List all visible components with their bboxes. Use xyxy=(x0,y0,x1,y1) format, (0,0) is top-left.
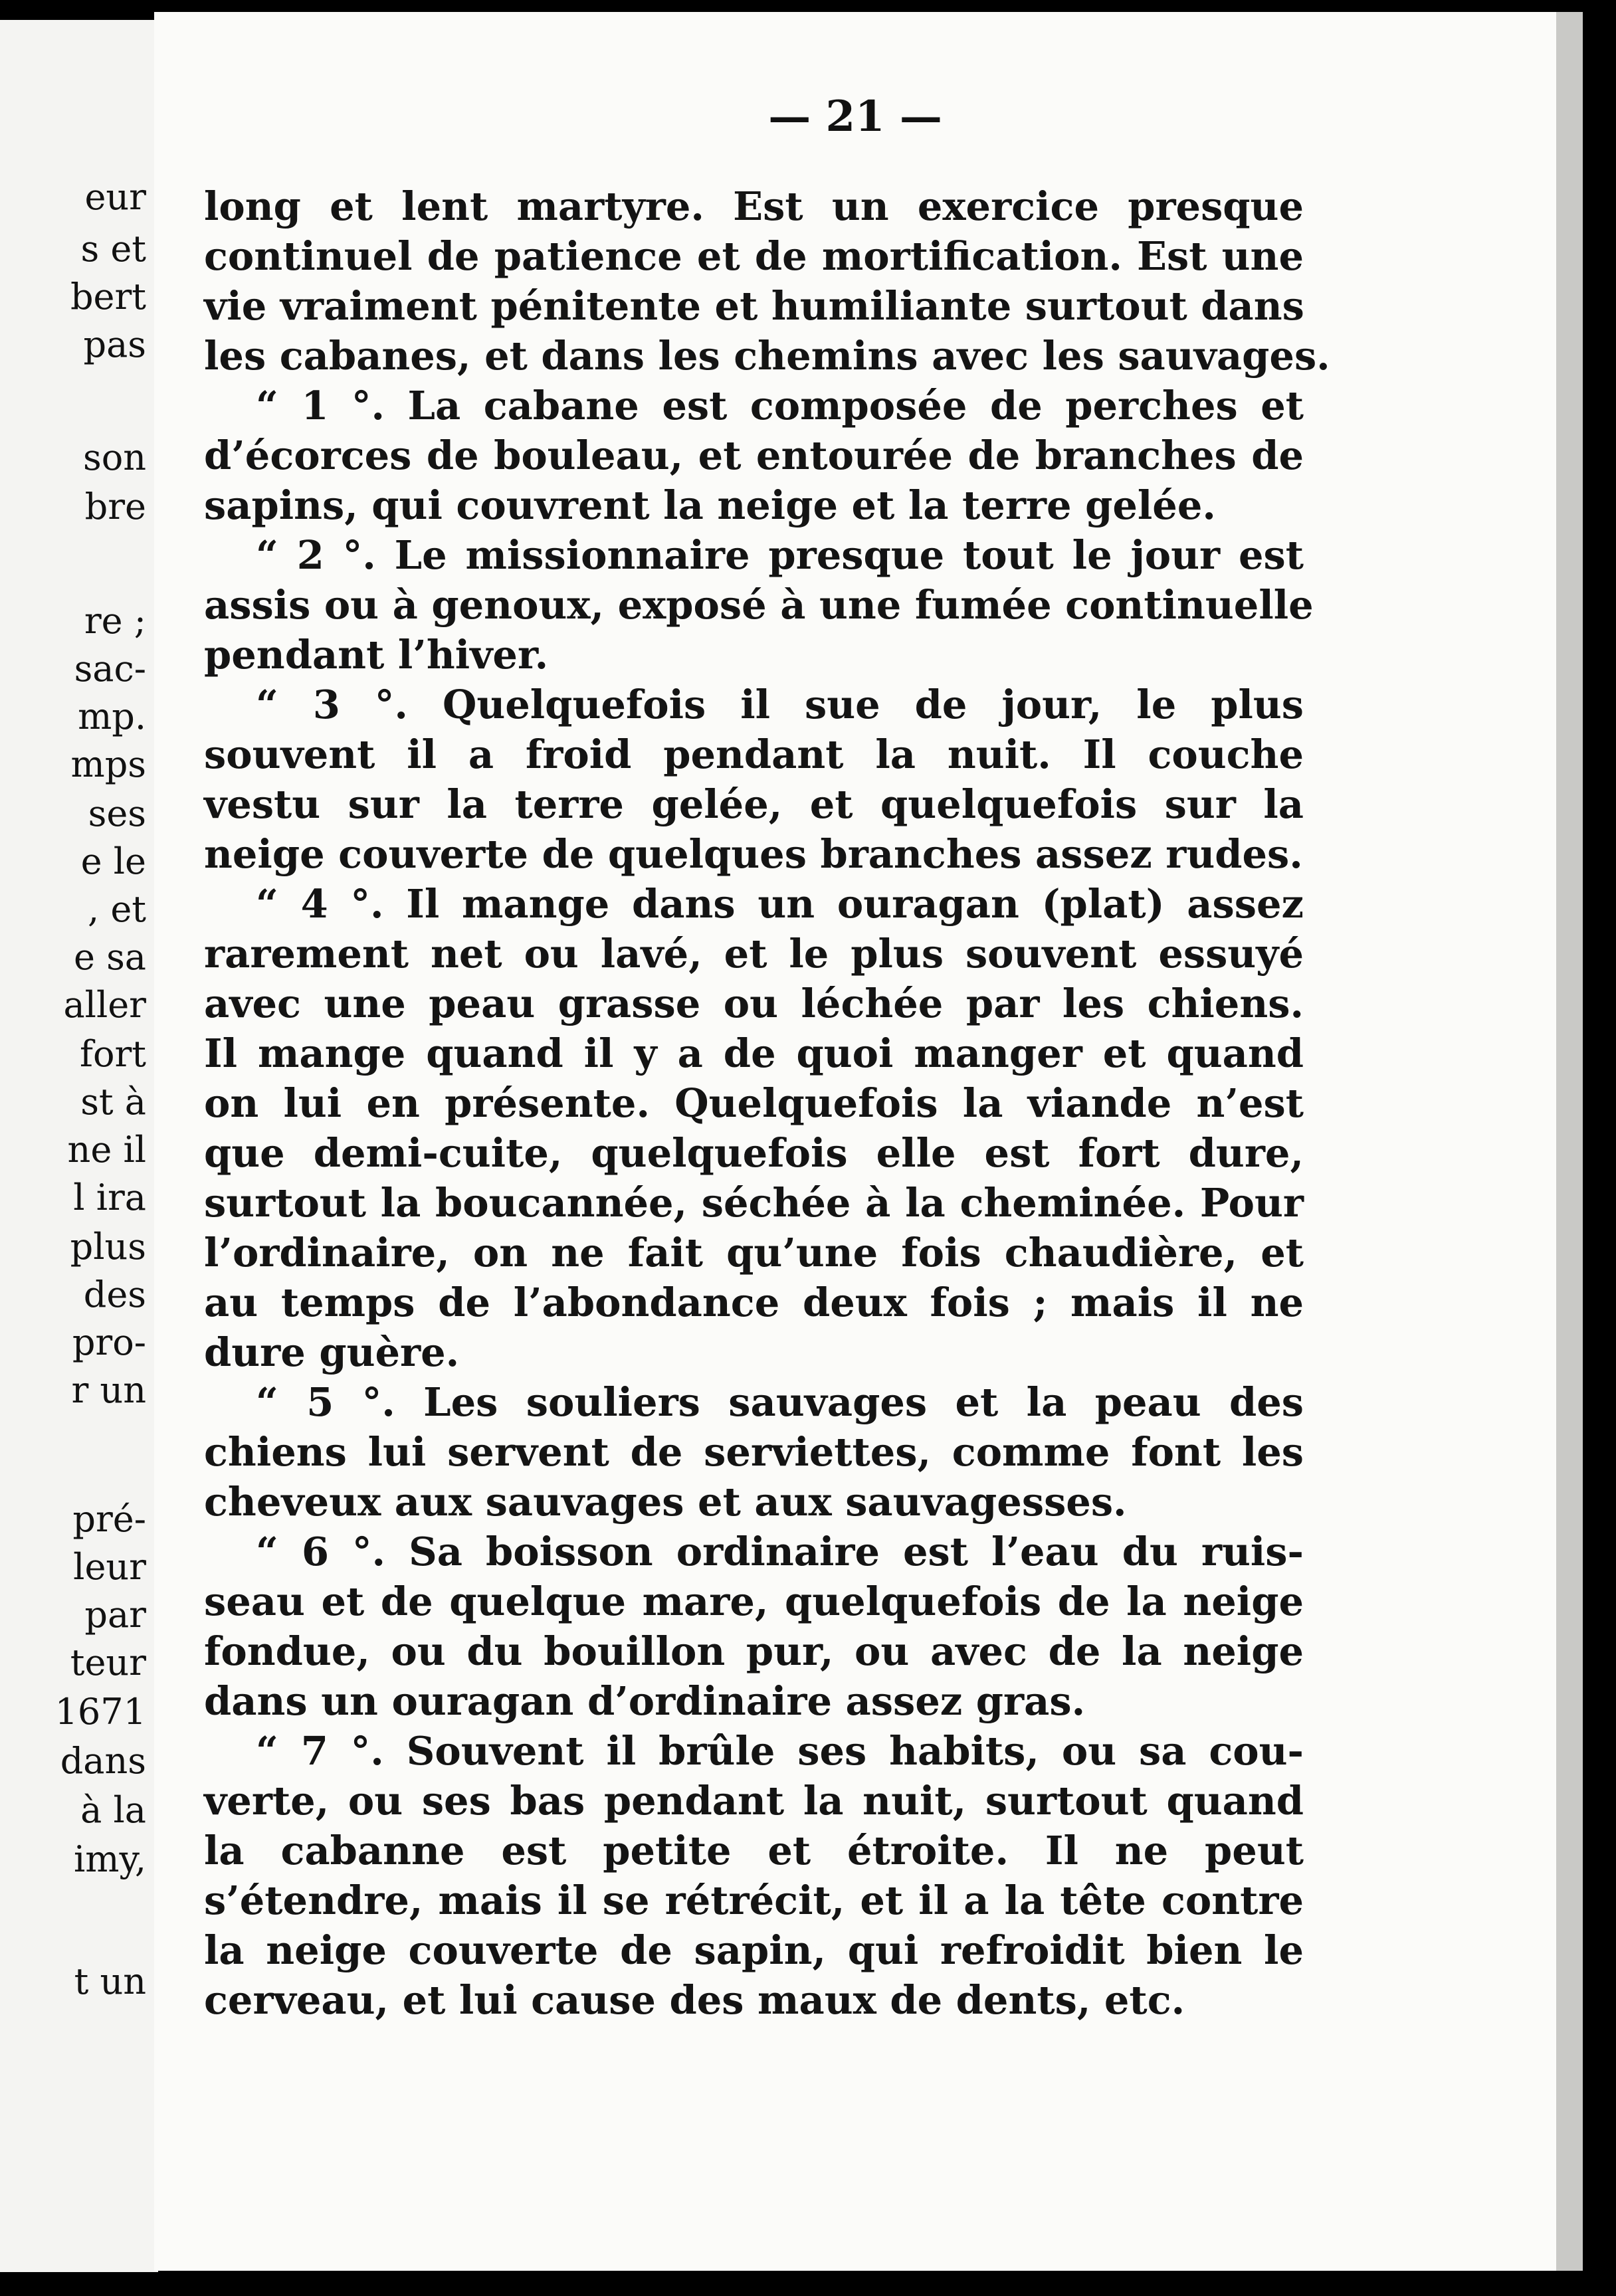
text-line: sapins, qui couvrent la neige et la terre gelée. xyxy=(204,482,1216,528)
adjacent-page-fragment: sac- xyxy=(74,648,146,690)
text-line: “ 2 °. Le missionnaire presque tout le jour est xyxy=(256,532,1304,578)
adjacent-page-fragment: des xyxy=(83,1274,146,1315)
adjacent-page-fragment: dans xyxy=(60,1740,146,1782)
adjacent-page-fragment: leur xyxy=(73,1546,146,1588)
book-page xyxy=(154,12,1556,2271)
adjacent-page-fragment: e sa xyxy=(73,936,146,978)
text-line: rarement net ou lavé, et le plus souvent essuyé xyxy=(204,931,1304,977)
adjacent-page-fragment: ses xyxy=(88,793,146,834)
text-line: “ 7 °. Souvent il brûle ses habits, ou sa cou- xyxy=(256,1728,1304,1774)
page-edge xyxy=(1556,12,1583,2271)
adjacent-page-fragment: mps xyxy=(70,743,146,785)
adjacent-page-fragment: fort xyxy=(79,1033,146,1075)
text-line: d’écorces de bouleau, et entourée de branches de xyxy=(204,432,1304,478)
text-line: que demi-cuite, quelquefois elle est fort dure, xyxy=(204,1130,1304,1176)
adjacent-page-fragment: bert xyxy=(70,276,146,318)
text-line: surtout la boucannée, séchée à la cheminée. Pour xyxy=(204,1180,1304,1226)
text-line: la neige couverte de sapin, qui refroidit bien le xyxy=(204,1927,1304,1973)
text-line: cerveau, et lui cause des maux de dents, etc. xyxy=(204,1977,1185,2023)
adjacent-page-fragment: st à xyxy=(80,1081,146,1123)
text-line: “ 3 °. Quelquefois il sue de jour, le plus xyxy=(256,682,1304,727)
adjacent-page-fragment: pré- xyxy=(72,1498,146,1540)
adjacent-page-fragment: pro- xyxy=(72,1321,146,1363)
adjacent-page-fragment: teur xyxy=(70,1642,146,1683)
text-line: Il mange quand il y a de quoi manger et quand xyxy=(204,1030,1304,1076)
adjacent-page-fragment: r un xyxy=(71,1369,146,1411)
adjacent-page-fragment: aller xyxy=(63,984,146,1026)
text-line: continuel de patience et de mortification. Est une xyxy=(204,233,1304,279)
text-line: l’ordinaire, on ne fait qu’une fois chaudière, et xyxy=(204,1230,1304,1276)
adjacent-page-fragment: 1671 xyxy=(54,1691,146,1733)
text-line: “ 6 °. Sa boisson ordinaire est l’eau du ruis- xyxy=(256,1529,1304,1575)
adjacent-page-fragment: e le xyxy=(80,840,146,882)
adjacent-page-fragment: bre xyxy=(84,486,146,527)
adjacent-page-fragment: plus xyxy=(70,1226,146,1268)
adjacent-page xyxy=(0,20,158,2272)
adjacent-page-fragment: pas xyxy=(83,324,146,365)
adjacent-page-fragment: l ira xyxy=(73,1177,146,1218)
text-line: la cabanne est petite et étroite. Il ne peut xyxy=(204,1828,1304,1873)
text-line: assis ou à genoux, exposé à une fumée continuelle xyxy=(204,582,1314,628)
text-line: avec une peau grasse ou léchée par les chiens. xyxy=(204,981,1304,1026)
text-line: long et lent martyre. Est un exercice presque xyxy=(204,183,1304,229)
adjacent-page-fragment: , et xyxy=(88,888,146,930)
adjacent-page-fragment: re ; xyxy=(84,600,146,642)
adjacent-page-fragment: son xyxy=(82,436,146,478)
text-line: vestu sur la terre gelée, et quelquefois sur la xyxy=(204,781,1304,827)
text-line: verte, ou ses bas pendant la nuit, surtout quand xyxy=(204,1778,1304,1824)
adjacent-page-fragment: mp. xyxy=(78,696,146,737)
text-line: seau et de quelque mare, quelquefois de la neige xyxy=(204,1578,1304,1624)
text-line: vie vraiment pénitente et humiliante surtout dans xyxy=(204,283,1304,329)
text-line: neige couverte de quelques branches assez rudes. xyxy=(204,831,1303,877)
body-text xyxy=(204,181,1330,2025)
text-line: au temps de l’abondance deux fois ; mais il ne xyxy=(204,1280,1304,1325)
text-line: cheveux aux sauvages et aux sauvagesses. xyxy=(204,1479,1127,1525)
text-line: pendant l’hiver. xyxy=(204,632,549,678)
text-line: on lui en présente. Quelquefois la viande n’est xyxy=(204,1080,1304,1126)
text-line: “ 1 °. La cabane est composée de perches et xyxy=(256,383,1304,429)
page-number: — 21 — xyxy=(768,92,942,142)
adjacent-page-fragment: par xyxy=(84,1594,146,1636)
adjacent-page-fragment: s et xyxy=(80,228,146,270)
text-line: “ 4 °. Il mange dans un ouragan (plat) assez xyxy=(256,881,1304,927)
text-line: s’étendre, mais il se rétrécit, et il a la tête contre xyxy=(204,1877,1304,1923)
text-line: souvent il a froid pendant la nuit. Il couche xyxy=(204,731,1304,777)
text-line: dans un ouragan d’ordinaire assez gras. xyxy=(204,1678,1086,1724)
adjacent-page-fragment: eur xyxy=(84,176,146,218)
text-line: dure guère. xyxy=(204,1329,460,1375)
text-line: les cabanes, et dans les chemins avec les sauvages. xyxy=(204,333,1330,379)
text-line: fondue, ou du bouillon pur, ou avec de la neige xyxy=(204,1628,1304,1674)
text-line: chiens lui servent de serviettes, comme font les xyxy=(204,1429,1304,1475)
adjacent-page-fragment: t un xyxy=(74,1961,146,2002)
adjacent-page-fragment: ne il xyxy=(67,1129,146,1171)
adjacent-page-fragment: imy, xyxy=(74,1838,146,1880)
adjacent-page-fragment: à la xyxy=(80,1789,146,1831)
text-line: “ 5 °. Les souliers sauvages et la peau des xyxy=(256,1379,1304,1425)
